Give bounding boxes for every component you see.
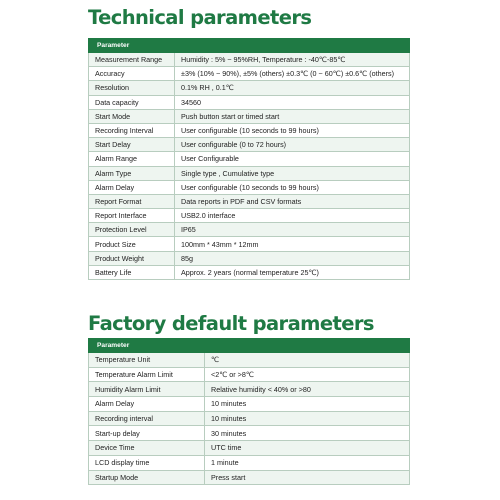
row-label: Recording Interval bbox=[89, 123, 175, 137]
row-value: User configurable (10 seconds to 99 hours) bbox=[175, 180, 410, 194]
table-row bbox=[89, 441, 410, 456]
table-row bbox=[89, 209, 410, 223]
row-value: Humidity : 5% ~ 95%RH, Temperature : -40℃-85℃ bbox=[175, 53, 410, 67]
table-row bbox=[89, 426, 410, 441]
table-row bbox=[89, 397, 410, 412]
table-row bbox=[89, 53, 410, 67]
row-value: Press start bbox=[205, 470, 410, 485]
row-label: Alarm Delay bbox=[89, 397, 205, 412]
row-value: User Configurable bbox=[175, 152, 410, 166]
table-row bbox=[89, 411, 410, 426]
row-label: Device Time bbox=[89, 441, 205, 456]
row-label: Temperature Alarm Limit bbox=[89, 367, 205, 382]
row-label: LCD display time bbox=[89, 455, 205, 470]
table-row bbox=[89, 81, 410, 95]
row-label: Product Weight bbox=[89, 251, 175, 265]
row-label: Alarm Range bbox=[89, 152, 175, 166]
row-value: Single type , Cumulative type bbox=[175, 166, 410, 180]
row-value: 10 minutes bbox=[205, 411, 410, 426]
table-row bbox=[89, 382, 410, 397]
row-label: Start-up delay bbox=[89, 426, 205, 441]
row-value: IP65 bbox=[175, 223, 410, 237]
row-value: Relative humidity < 40% or >80 bbox=[205, 382, 410, 397]
row-value: Data reports in PDF and CSV formats bbox=[175, 194, 410, 208]
row-label: Measurement Range bbox=[89, 53, 175, 67]
row-value: User configurable (10 seconds to 99 hours) bbox=[175, 123, 410, 137]
table-header-row bbox=[89, 39, 410, 53]
table-row bbox=[89, 353, 410, 368]
row-label: Startup Mode bbox=[89, 470, 205, 485]
table-row bbox=[89, 470, 410, 485]
row-label: Battery Life bbox=[89, 265, 175, 279]
technical-parameters-title: Technical parameters bbox=[88, 6, 312, 29]
table-row bbox=[89, 95, 410, 109]
table-header: Parameter bbox=[89, 39, 410, 53]
table-row bbox=[89, 138, 410, 152]
row-label: Data capacity bbox=[89, 95, 175, 109]
row-label: Recording interval bbox=[89, 411, 205, 426]
row-value: User configurable (0 to 72 hours) bbox=[175, 138, 410, 152]
factory-default-parameters-title: Factory default parameters bbox=[88, 312, 374, 335]
row-label: Alarm Delay bbox=[89, 180, 175, 194]
table-header-row bbox=[89, 339, 410, 353]
table-row bbox=[89, 237, 410, 251]
table-row bbox=[89, 251, 410, 265]
row-value: 0.1% RH , 0.1℃ bbox=[175, 81, 410, 95]
table-row bbox=[89, 367, 410, 382]
row-value: Approx. 2 years (normal temperature 25℃) bbox=[175, 265, 410, 279]
table-header: Parameter bbox=[89, 339, 410, 353]
row-value: 100mm * 43mm * 12mm bbox=[175, 237, 410, 251]
table-row bbox=[89, 67, 410, 81]
table-row bbox=[89, 123, 410, 137]
table-row bbox=[89, 152, 410, 166]
row-value: 34560 bbox=[175, 95, 410, 109]
table-row bbox=[89, 223, 410, 237]
row-value: ℃ bbox=[205, 353, 410, 368]
table-row bbox=[89, 166, 410, 180]
row-value: UTC time bbox=[205, 441, 410, 456]
row-label: Temperature Unit bbox=[89, 353, 205, 368]
factory-default-parameters-table bbox=[88, 338, 410, 485]
row-label: Alarm Type bbox=[89, 166, 175, 180]
row-value: 10 minutes bbox=[205, 397, 410, 412]
row-label: Resolution bbox=[89, 81, 175, 95]
row-label: Humidity Alarm Limit bbox=[89, 382, 205, 397]
row-value: ±3% (10% ~ 90%), ±5% (others) ±0.3℃ (0 ~ 60℃) ±0.6℃ (others) bbox=[175, 67, 410, 81]
row-label: Report Interface bbox=[89, 209, 175, 223]
row-label: Accuracy bbox=[89, 67, 175, 81]
table-row bbox=[89, 180, 410, 194]
row-value: Push button start or timed start bbox=[175, 109, 410, 123]
row-label: Product Size bbox=[89, 237, 175, 251]
row-value: 30 minutes bbox=[205, 426, 410, 441]
row-label: Protection Level bbox=[89, 223, 175, 237]
row-label: Start Mode bbox=[89, 109, 175, 123]
table-row bbox=[89, 109, 410, 123]
technical-parameters-table bbox=[88, 38, 410, 280]
row-label: Start Delay bbox=[89, 138, 175, 152]
row-label: Report Format bbox=[89, 194, 175, 208]
table-row bbox=[89, 455, 410, 470]
row-value: USB2.0 interface bbox=[175, 209, 410, 223]
row-value: <2℃ or >8℃ bbox=[205, 367, 410, 382]
table-row bbox=[89, 265, 410, 279]
row-value: 85g bbox=[175, 251, 410, 265]
row-value: 1 minute bbox=[205, 455, 410, 470]
table-row bbox=[89, 194, 410, 208]
